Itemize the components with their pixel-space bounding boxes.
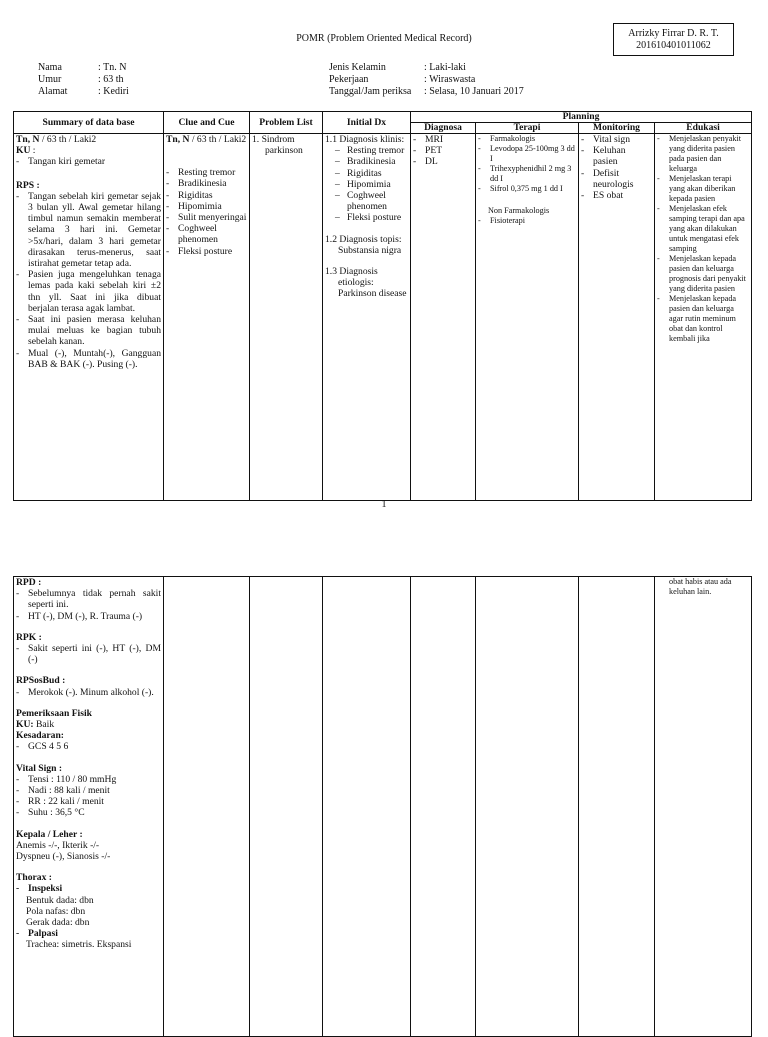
text-line: Dyspneu (-), Sianosis -/- (16, 851, 111, 863)
field-value: : 63 th (98, 74, 124, 85)
field-value: : Tn. N (98, 62, 127, 73)
list-item: - Levodopa 25-100mg 3 dd I (478, 144, 576, 164)
list-item: - Menjelaskan efek samping terapi dan apa yang akan dilakukan untuk mengatasi efek samping (657, 204, 749, 254)
document-title: POMR (Problem Oriented Medical Record) (296, 33, 472, 44)
list-item: - Saat ini pasien merasa keluhan mulai meluas ke bagian tubuh sebelah kanan. (16, 314, 161, 348)
text-line: Bentuk dada: dbn (26, 894, 94, 906)
planning-header: Planning (411, 112, 752, 123)
col-terapi-header: Terapi (476, 123, 579, 134)
author-nim: 201610401011062 (636, 40, 711, 51)
initial-dx-cell (323, 134, 411, 501)
list-item: - Coghweel phenomen (166, 223, 247, 245)
patient-info-right (329, 62, 524, 98)
terapi-heading: - Farmakologis (478, 134, 576, 144)
problem-cell-cont (250, 577, 323, 1037)
diagnosa-cell (411, 134, 476, 501)
palpasi-label: - Palpasi (16, 928, 161, 939)
patient-id: Tn, N (16, 134, 40, 145)
author-name: Arrizky Firrar D. R. T. (628, 28, 719, 39)
text-line: Gerak dada: dbn (26, 917, 90, 929)
list-item: - Tangan kiri gemetar (16, 156, 161, 167)
ku-label: KU: (16, 719, 34, 731)
clue-patient-id: Tn, N (166, 134, 190, 145)
list-item: - Pasien juga mengeluhkan tenaga lemas pada kaki sebelah kiri ±2 thn yll. Saat ini jika dibuat berjalan terasa agak lambat. (16, 269, 161, 314)
list-item: - Fisioterapi (478, 216, 576, 226)
diagnosa-cell-cont (411, 577, 476, 1037)
field-label: Alamat (38, 86, 68, 97)
rpsosbud-label: RPSosBud : (16, 675, 66, 687)
dx-body: Substansia nigra (338, 244, 402, 256)
ku-label: KU (16, 145, 31, 157)
list-item: - Hipomimia (166, 201, 247, 212)
col-clue-header: Clue and Cue (164, 112, 250, 134)
list-item: – Bradikinesia (335, 156, 408, 167)
kesadaran-label: Kesadaran: (16, 730, 64, 742)
list-item: 1. Sindrom parkinson (252, 134, 303, 157)
terapi-cell-cont (476, 577, 579, 1037)
dx-body: Parkinson disease (338, 288, 407, 300)
list-item: - DL (413, 156, 473, 167)
clue-cell-cont (164, 577, 250, 1037)
list-item: - Merokok (-). Minum alkohol (-). (16, 687, 161, 698)
list-item: - PET (413, 145, 473, 156)
col-diagnosa-header: Diagnosa (411, 123, 476, 134)
thorax-label: Thorax : (16, 872, 52, 884)
list-item: - Bradikinesia (166, 178, 247, 189)
edukasi-continuation: obat habis atau ada keluhan lain. (669, 577, 732, 596)
list-item: - RR : 22 kali / menit (16, 796, 161, 807)
field-label: Jenis Kelamin (329, 62, 386, 73)
inspeksi-label: - Inspeksi (16, 883, 161, 894)
page-number: 1 (381, 499, 387, 510)
problem-cell (250, 134, 323, 501)
pomr-table-page1 (13, 111, 752, 501)
ku-value: Baik (33, 719, 55, 731)
patient-info-left (38, 62, 129, 98)
author-box (613, 23, 734, 56)
text-line: Anemis -/-, Ikterik -/- (16, 839, 100, 851)
list-item: - Tensi : 110 / 80 mmHg (16, 774, 161, 785)
list-item: - Fleksi posture (166, 246, 247, 257)
list-item: - GCS 4 5 6 (16, 741, 161, 752)
edukasi-cell-cont (655, 577, 752, 1037)
list-item: - Defisit neurologis (581, 168, 652, 190)
ku-rest: : (30, 145, 36, 157)
field-value: : Wiraswasta (424, 74, 476, 85)
clue-patient-id-rest: / 63 th / Laki2 (189, 134, 247, 145)
list-item: – Resting tremor (335, 145, 408, 156)
list-item: – Rigiditas (335, 168, 408, 179)
rpk-label: RPK : (16, 631, 42, 643)
vital-sign-label: Vital Sign : (16, 762, 63, 774)
col-edukasi-header: Edukasi (655, 123, 752, 134)
list-item: - Suhu : 36,5 °C (16, 807, 161, 818)
list-item: - Sakit seperti ini (-), HT (-), DM (-) (16, 643, 161, 665)
dx-heading: 1.1 Diagnosis klinis: (325, 134, 405, 145)
col-initial-header: Initial Dx (323, 112, 411, 134)
field-label: Tanggal/Jam periksa (329, 86, 412, 97)
text-line: Pola nafas: dbn (26, 905, 86, 917)
list-item: - Menjelaskan kepada pasien dan keluarga prognosis dari penyakit yang diderita pasien (657, 254, 749, 294)
dx-heading: 1.3 Diagnosis etiologis: (325, 266, 378, 289)
list-item: - Rigiditas (166, 190, 247, 201)
patient-id-rest: / 63 th / Laki2 (39, 134, 97, 145)
summary-cell-cont (14, 577, 164, 1037)
terapi-non-heading: Non Farmakologis (488, 206, 550, 215)
field-value: : Kediri (98, 86, 129, 97)
list-item: - Menjelaskan penyakit yang diderita pasien pada pasien dan keluarga (657, 134, 749, 174)
col-monitoring-header: Monitoring (579, 123, 655, 134)
rps-label: RPS : (16, 179, 40, 191)
list-item: - Sebelumnya tidak pernah sakit seperti ini. (16, 588, 161, 610)
pomr-table-page2 (13, 576, 752, 1037)
list-item: - Resting tremor (166, 167, 247, 178)
field-label: Nama (38, 62, 62, 73)
col-problem-header: Problem List (250, 112, 323, 134)
dx-heading: 1.2 Diagnosis topis: (325, 233, 402, 245)
terapi-cell (476, 134, 579, 501)
monitoring-cell (579, 134, 655, 501)
list-item: - Menjelaskan terapi yang akan diberikan kepada pasien (657, 174, 749, 204)
col-summary-header: Summary of data base (14, 112, 164, 134)
kepala-leher-label: Kepala / Leher : (16, 828, 83, 840)
list-item: - Sulit menyeringai (166, 212, 247, 223)
list-item: - Vital sign (581, 134, 652, 145)
list-item: - Keluhan pasien (581, 145, 652, 167)
list-item: - ES obat (581, 190, 652, 201)
field-value: : Selasa, 10 Januari 2017 (424, 86, 524, 97)
field-value: : Laki-laki (424, 62, 466, 73)
pemeriksaan-fisik-label: Pemeriksaan Fisik (16, 707, 92, 719)
initial-dx-cell-cont (323, 577, 411, 1037)
text-line: Trachea: simetris. Ekspansi (26, 939, 132, 951)
list-item: - Menjelaskan kepada pasien dan keluarga agar rutin meminum obat dan kontrol kembali jika (657, 294, 749, 344)
list-item: - HT (-), DM (-), R. Trauma (-) (16, 611, 161, 622)
rpd-label: RPD : (16, 577, 42, 588)
list-item: - Nadi : 88 kali / menit (16, 785, 161, 796)
list-item: – Fleksi posture (335, 212, 408, 223)
clue-cell (164, 134, 250, 501)
edukasi-cell (655, 134, 752, 501)
list-item: – Hipomimia (335, 179, 408, 190)
summary-cell (14, 134, 164, 501)
list-item: - Trihexyphenidhil 2 mg 3 dd I (478, 164, 576, 184)
field-label: Pekerjaan (329, 74, 369, 85)
field-label: Umur (38, 74, 62, 85)
list-item: - MRI (413, 134, 473, 145)
list-item: - Tangan sebelah kiri gemetar sejak 3 bulan yll. Awal gemetar hilang timbul namun semakin memberat selama 3 hari ini. Gemetar >5x/hari, dalam 3 hari gemetar dirasakan terus-menerus, saat istirahat gemetar tetap ada. (16, 191, 161, 269)
list-item: - Mual (-), Muntah(-), Gangguan BAB & BAK (-). Pusing (-). (16, 348, 161, 370)
list-item: – Coghweel phenomen (335, 190, 408, 212)
list-item: - Sifrol 0,375 mg 1 dd I (478, 184, 576, 194)
monitoring-cell-cont (579, 577, 655, 1037)
